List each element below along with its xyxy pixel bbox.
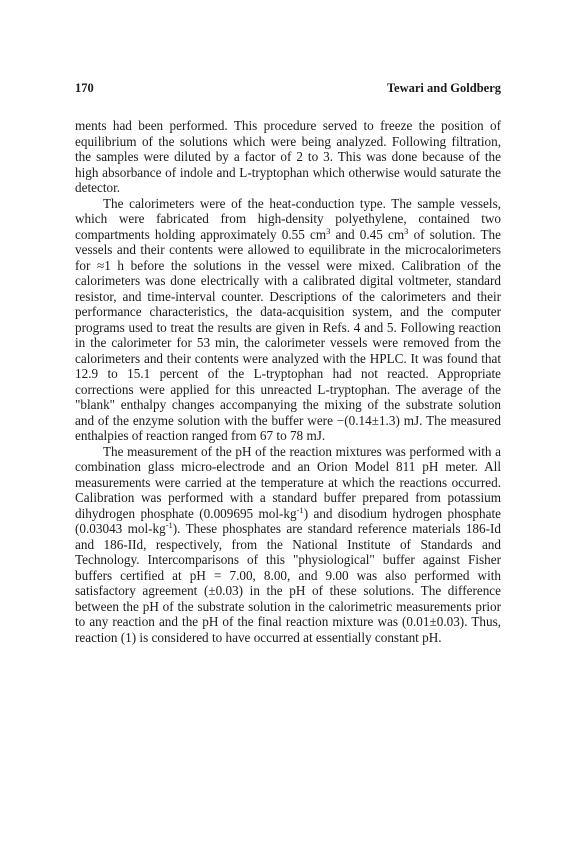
superscript: 3 bbox=[404, 225, 409, 236]
paragraph-text-part: of solution. The vessels and their contents were allowed to equilibrate in the microcalorimeters for ≈1 h before the solutions in the vessel were mixed. Calibration of the calorimeters was done electrically with a calibrated digital voltmeter, standard resistor, and time-interval counter. Descriptions of the calorimeters and their performance characteristics, the data-acquisition system, and the computer programs used to treat the results are given in Refs. 4 and 5. Following reaction in the calorimeter for 53 min, the calorimeter vessels were removed from the calorimeters and their contents were analyzed with the HPLC. It was found that 12.9 to 15.1 percent of the L-tryptophan had not reacted. Appropriate corrections were applied for this unreacted L-tryptophan. The average of the "blank" enthalpy changes accompanying the mixing of the substrate solution and of the enzyme solution with the buffer were −(0.14±1.3) mJ. The measured enthalpies of reaction ranged from 67 to 78 mJ. bbox=[75, 226, 502, 443]
paragraph-text-part: ). These phosphates are standard reference materials 186-Id and 186-IId, respectively, from the National Institute of Standards and Technology. Intercomparisons of this "physiological" buffer against Fisher buffers certified at pH = 7.00, 8.00, and 9.00 was also performed with satisfactory agreement (±0.03) in the pH of these solutions. The difference between the pH of the substrate solution in the calorimetric measurements prior to any reaction and the pH of the final reaction mixture was (0.01±0.03). Thus, reaction (1) is considered to have occurred at essentially constant pH. bbox=[75, 521, 501, 645]
page-header bbox=[75, 81, 501, 97]
paragraph-text-part: The calorimeters were of the heat-conduction type. The sample vessels, which were fabricated from high-density polyethylene, contained two compartments holding approximately 0.55 cm bbox=[75, 195, 501, 242]
page-number: 170 bbox=[75, 81, 94, 95]
paragraph-calorimeters bbox=[75, 196, 501, 444]
paragraph-text-part: The measurement of the pH of the reaction mixtures was performed with a combination glass micro-electrode and an Orion Model 811 pH meter. All measurements were carried at the temperature at which the reactions occurred. Calibration was performed with a standard buffer prepared from potassium dihydrogen phosphate (0.009695 mol-kg bbox=[75, 443, 501, 521]
superscript: 3 bbox=[326, 225, 331, 236]
paragraph-text-part: and 0.45 cm bbox=[330, 226, 405, 242]
superscript: -1 bbox=[296, 504, 304, 515]
running-head: Tewari and Goldberg bbox=[386, 81, 501, 95]
paragraph-ph-measurement bbox=[75, 444, 501, 646]
paragraph-continuation bbox=[75, 118, 501, 196]
paragraph-text-part: ) and disodium hydrogen phosphate (0.03043 mol-kg bbox=[75, 505, 501, 536]
paragraph-text: ments had been performed. This procedure served to freeze the position of equilibrium of the solutions which were being analyzed. Following filtration, the samples were diluted by a factor of 2 to 3. This was done because of the high absorbance of indole and L-tryptophan which otherwise would saturate the detector. bbox=[75, 118, 501, 195]
body-text bbox=[75, 118, 501, 645]
superscript: -1 bbox=[165, 520, 173, 530]
